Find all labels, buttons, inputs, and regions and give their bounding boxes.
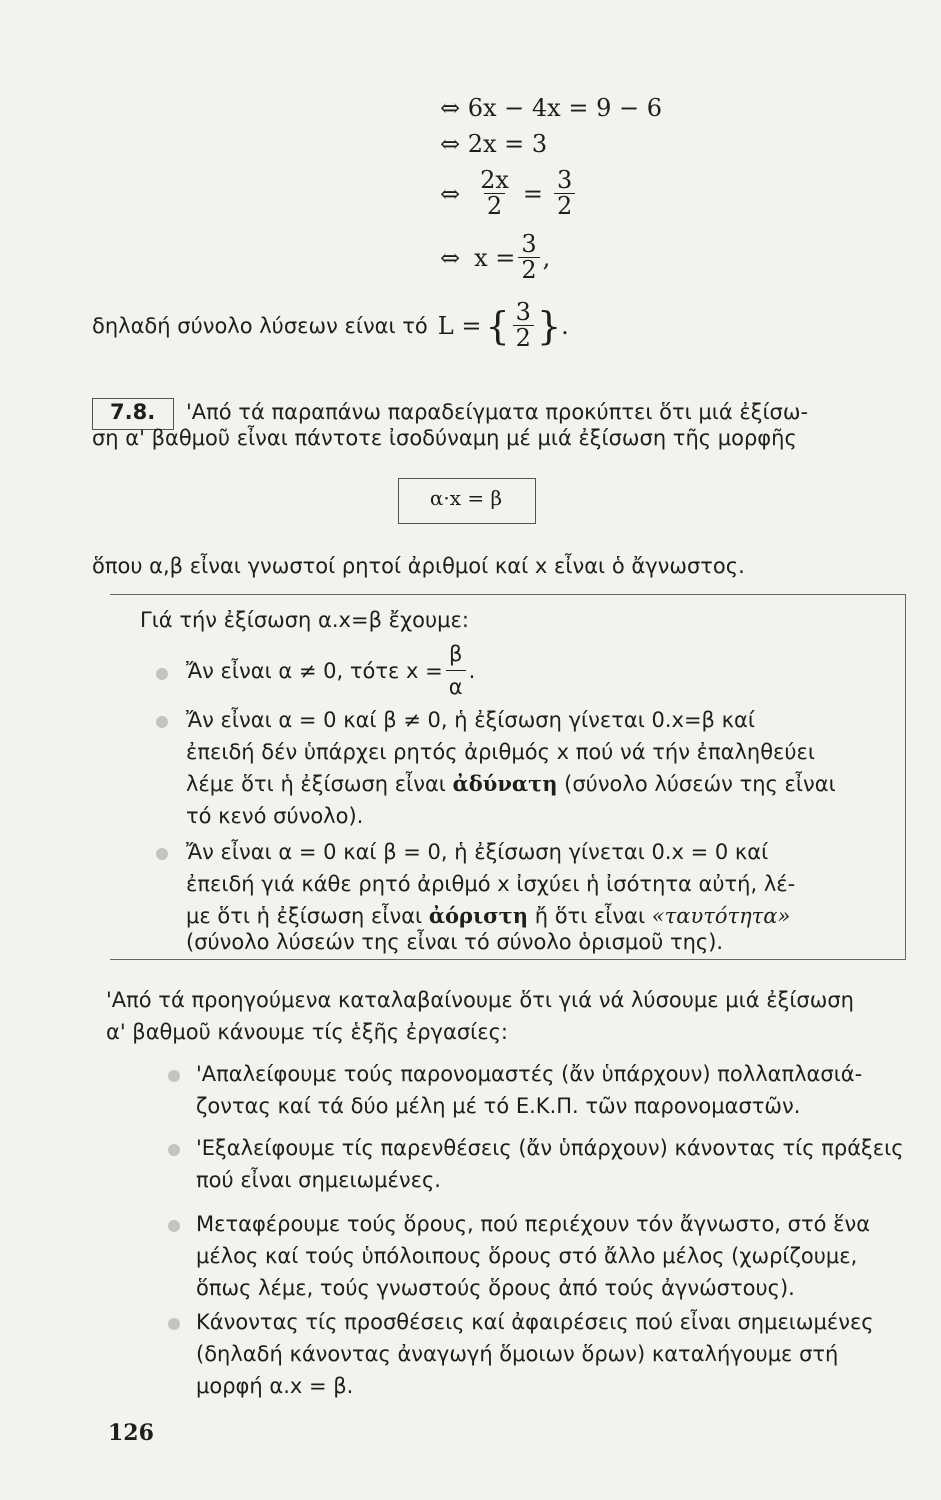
fraction-denominator: α <box>446 670 466 703</box>
case-1-fraction <box>446 638 466 703</box>
case-3-line-3-pre: με ὅτι ἡ ἐξίσωση εἶναι <box>186 904 423 928</box>
brace-close: } <box>536 303 562 348</box>
page-number: 126 <box>108 1420 154 1446</box>
case-2-line-3-pre: λέμε ὅτι ἡ ἐξίσωση εἶναι <box>186 772 446 796</box>
section-after-text: ὅπου α,β εἶναι γνωστοί ρητοί ἀριθμοί καί x εἶναι ὁ ἄγνωστος. <box>92 554 745 578</box>
step-1-line-2: ζοντας καί τά δύο μέλη μέ τό Ε.Κ.Π. τῶν παρονομαστῶν. <box>196 1094 801 1118</box>
bullet-icon <box>168 1070 180 1082</box>
equals-sign: = <box>522 179 544 208</box>
case-2-line-4: τό κενό σύνολο). <box>186 804 364 828</box>
case-3-line-1: Ἄν εἶναι α = 0 καί β = 0, ἡ ἐξίσωση γίνεται 0.x = 0 καί <box>186 840 769 864</box>
fraction-numerator: β <box>448 642 463 666</box>
steps-intro-line-1: 'Από τά προηγούμενα καταλαβαίνουμε ὅτι γιά νά λύσουμε μιά ἐξίσωση <box>106 988 854 1012</box>
fraction-left <box>477 168 512 219</box>
case-2-line-3-post: (σύνολο λύσεών της εἶναι <box>564 772 836 796</box>
box-intro: Γιά τήν ἐξίσωση α.x=β ἔχουμε: <box>140 608 469 632</box>
bullet-icon <box>156 848 168 860</box>
step-4-line-3: μορφή α.x = β. <box>196 1374 354 1398</box>
derivation-step-2: ⇔ 2x = 3 <box>440 130 548 158</box>
lhs: x = <box>474 243 516 272</box>
bullet-icon <box>168 1220 180 1232</box>
fraction-denominator: 2 <box>554 193 575 219</box>
step-4-line-1: Κάνοντας τίς προσθέσεις καί ἀφαιρέσεις πού εἶναι σημειωμένες <box>196 1310 874 1334</box>
case-2-line-3 <box>186 768 836 800</box>
step-3-line-1: Μεταφέρουμε τούς ὅρους, πού περιέχουν τόν ἄγνωστο, στό ἕνα <box>196 1212 871 1236</box>
case-3-line-2: ἐπειδή γιά κάθε ρητό ἀριθμό x ἰσχύει ἡ ἰσότητα αὐτή, λέ- <box>186 872 796 896</box>
step-4-line-2: (δηλαδή κάνοντας ἀναγωγή ὅμοιων ὅρων) καταλήγουμε στή <box>196 1342 839 1366</box>
solution-lhs: L = <box>437 311 482 340</box>
case-1 <box>186 638 475 703</box>
section-number: 7.8. <box>110 400 156 424</box>
derivation-step-1: ⇔ 6x − 4x = 9 − 6 <box>440 94 662 122</box>
step-3-line-3: ὅπως λέμε, τούς γνωστούς ὅρους ἀπό τούς ἀγνώστους). <box>196 1276 795 1300</box>
fraction-numerator: 3 <box>521 230 537 258</box>
term-identity: «ταυτότητα» <box>651 904 791 928</box>
case-3-line-3-mid: ἤ ὅτι εἶναι <box>534 904 646 928</box>
step-1-line-1: 'Απαλείφουμε τούς παρονομαστές (ἄν ὑπάρχουν) πολλαπλασιά- <box>196 1062 863 1086</box>
steps-intro-line-2: α' βαθμοῦ κάνουμε τίς ἑξῆς ἐργασίες: <box>106 1020 508 1044</box>
bullet-icon <box>168 1318 180 1330</box>
brace-open: { <box>485 303 510 348</box>
solution-line <box>92 300 569 351</box>
comma: , <box>542 243 551 272</box>
bullet-icon <box>156 716 168 728</box>
period: . <box>468 658 476 683</box>
bullet-icon <box>168 1144 180 1156</box>
solution-text: δηλαδή σύνολο λύσεων είναι τό <box>92 313 428 338</box>
section-text-line-1: 'Από τά παραπάνω παραδείγματα προκύπτει ὅτι μιά ἐξίσω- <box>186 400 809 424</box>
solution-fraction <box>513 300 534 351</box>
case-2-line-2: ἐπειδή δέν ὑπάρχει ρητός ἀριθμός x πού νά τήν ἐπαληθεύει <box>186 740 815 764</box>
boxed-formula: α·x = β <box>429 486 503 510</box>
term-impossible: ἀδύνατη <box>452 771 558 796</box>
fraction-denominator: 2 <box>513 325 534 351</box>
case-1-text: Ἄν εἶναι α ≠ 0, τότε x = <box>186 658 443 683</box>
fraction-numerator: 3 <box>515 298 531 326</box>
step-2-line-2: πού εἶναι σημειωμένες. <box>196 1168 441 1192</box>
step-3-line-2: μέλος καί τούς ὑπόλοιπους ὅρους στό ἄλλο μέλος (χωρίζουμε, <box>196 1244 858 1268</box>
derivation-step-4 <box>440 232 550 283</box>
case-3-line-4: (σύνολο λύσεών της εἶναι τό σύνολο ὁρισμοῦ της). <box>186 930 724 954</box>
step-2-line-1: 'Εξαλείφουμε τίς παρενθέσεις (ἄν ὑπάρχουν) κάνοντας τίς πράξεις <box>196 1136 904 1160</box>
fraction-numerator: 3 <box>557 166 573 194</box>
fraction-right <box>554 168 575 219</box>
section-text-line-2: ση α' βαθμοῦ εἶναι πάντοτε ἰσοδύναμη μέ μιά ἐξίσωση τῆς μορφῆς <box>92 426 797 450</box>
fraction-denominator: 2 <box>484 193 505 219</box>
equivalence-arrow: ⇔ <box>440 243 461 272</box>
case-2-line-1: Ἄν εἶναι α = 0 καί β ≠ 0, ἡ ἐξίσωση γίνεται 0.x=β καί <box>186 708 755 732</box>
bullet-icon <box>156 668 168 680</box>
equivalence-arrow: ⇔ <box>440 179 461 208</box>
period: . <box>561 311 569 340</box>
fraction <box>518 232 539 283</box>
term-indeterminate: ἀόριστη <box>428 903 529 928</box>
fraction-numerator: 2x <box>480 166 509 194</box>
fraction-denominator: 2 <box>518 257 539 283</box>
derivation-step-3 <box>440 168 578 219</box>
